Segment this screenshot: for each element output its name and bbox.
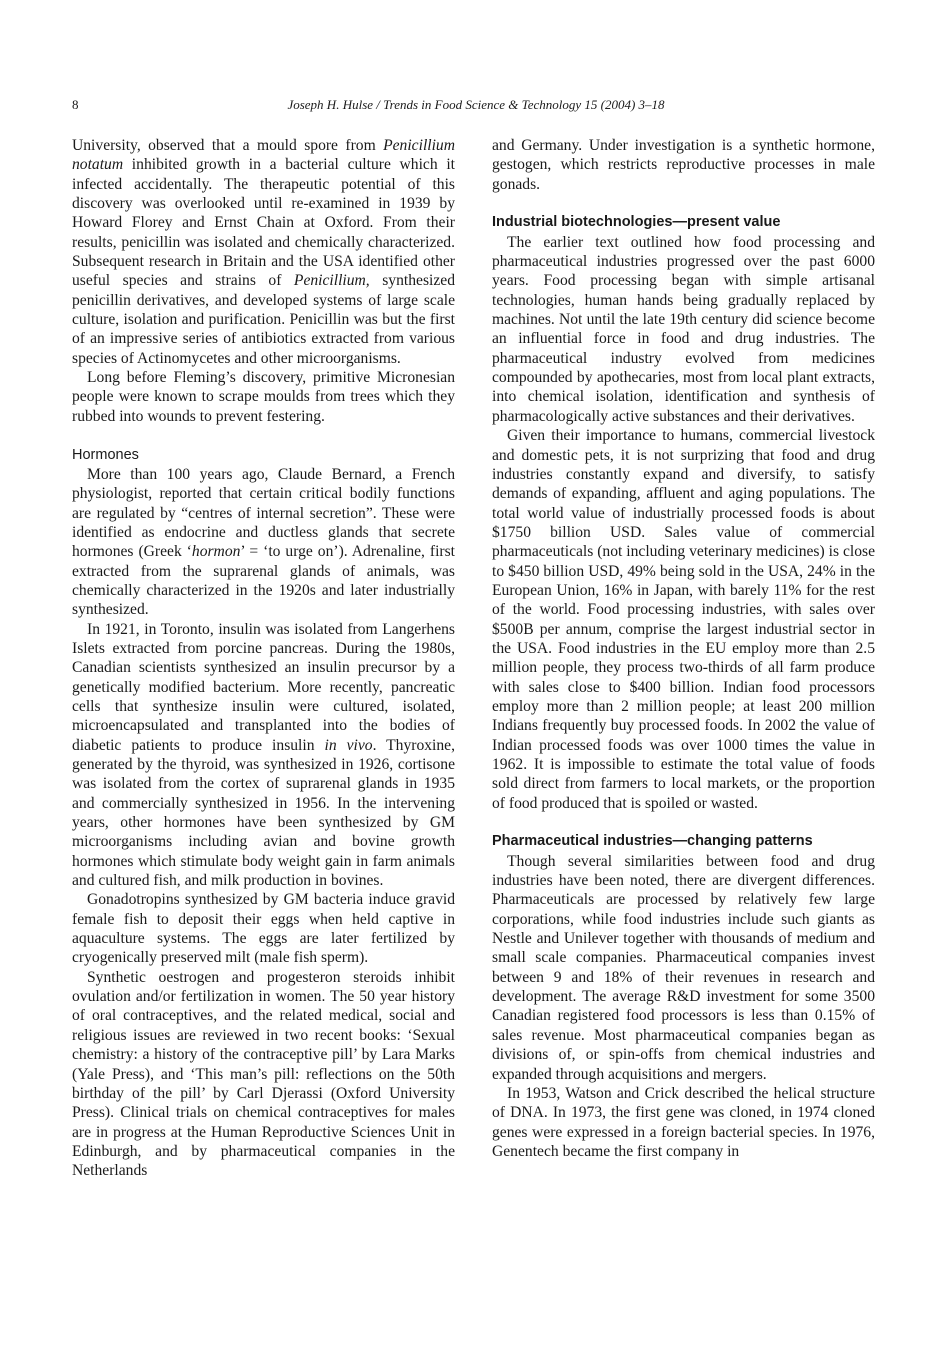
italic-genus-name: Penicillium, — [293, 272, 370, 290]
text-run: ’ = ‘to urge on’). Adrenaline, first extracted from the suprarenal glands of animals, was chemically characterized in the 1920s and later industrially synthesized. — [72, 543, 456, 619]
text-run: University, observed that a mould spore from — [72, 137, 384, 154]
text-run: synthesized penicillin derivatives, and developed systems of large scale culture, isolation and purification. Penicillin was but the first of an impressive series of antibiotics extracted from various species of Actinomycetes and other microorganisms. — [72, 272, 455, 367]
text-run: . Thyroxine, generated by the thyroid, was synthesized in 1926, cortisone was isolated from the cortex of suprarenal glands in 1935 and commercially synthesized in 1956. In the intervening years, other hormones have been synthesized by GM microorganisms including avian and bovine growth hormones which stimulate body weight gain in farm animals and cultured fish, and milk production in bovines. — [72, 736, 455, 890]
paragraph-claude-bernard — [72, 465, 455, 620]
text-run: inhibited growth in a bacterial culture which it infected accidentally. The therapeutic potential of this discovery was overlooked until re-examined in 1939 by Howard Florey and Ernst Chain at Oxford. From their results, penicillin was isolated and chemically characterized. Subsequent research in Britain and the USA identified other useful species and strains of — [72, 156, 455, 290]
italic-species-name: Penicillium notatum — [72, 137, 455, 174]
running-header: Joseph H. Hulse / Trends in Food Science & Technology 15 (2004) 3–18 — [287, 97, 665, 112]
paragraph-penicillin — [72, 136, 455, 368]
text-run: In 1921, in Toronto, insulin was isolated from Langerhens Islets extracted from porcine pancreas. During the 1980s, Canadian scientists synthesized an insulin precursor by a genetically modified bacterium. More recently, pancreatic cells that synthesize insulin were cultured, isolated, microencapsulated and transplanted into the bodies of diabetic patients to produce insulin — [72, 620, 455, 754]
heading-pharmaceutical-industries: Pharmaceutical industries—changing patterns — [492, 833, 813, 850]
italic-greek-word: hormon — [191, 543, 241, 561]
italic-in-vivo: in vivo — [324, 736, 373, 754]
paragraph-gestogen: and Germany. Under investigation is a synthetic hormone, gestogen, which restricts reproductive processes in male gonads. — [492, 137, 875, 193]
left-column — [72, 136, 455, 1181]
paragraph-micronesian: Long before Fleming’s discovery, primitive Micronesian people were known to scrape moulds from trees which they rubbed into wounds to prevent festering. — [72, 369, 455, 425]
text-run: More than 100 years ago, Claude Bernard, a French physiologist, reported that certain critical bodily functions are regulated by “centres of internal secretion”. These were identified as endocrine and ductless glands that secrete hormones (Greek ‘ — [72, 465, 455, 561]
paragraph-world-value: Given their importance to humans, commercial livestock and domestic pets, it is not surprizing that food and drug industries constantly expand and diversify, to satisfy demands of expanding, affluent and aging populations. The total world value of industrially processed foods is about $1750 billion USD. Sales value of commercial pharmaceuticals (not including veterinary medicines) is close to $450 billion USD, 49% being sold in the USA, 24% in the European Union, 16% in Japan, with barely 11% for the rest of the world. Food processing industries, with sales over $500B per annum, comprise the largest industrial sector in the USA. Food industries in the EU employ more than 2.5 million people, they process two-thirds of all farm produce with sales close to $400 billion. Indian food processors employ more than 2 million people; at least 200 million Indians frequently buy processed foods. In 2002 the value of Indian processed foods was over 1000 times the value in 1962. It is impossible to estimate the total value of foods sold direct from farmers to local markets, or the proportion of food produced that is spoiled or wasted. — [492, 427, 875, 812]
subheading-hormones: Hormones — [72, 446, 139, 463]
paragraph-contraceptives: Synthetic oestrogen and progesteron steroids inhibit ovulation and/or fertilization in women. The 50 year history of oral contraceptives, and the related medical, social and religious issues are reviewed in two recent books: ‘Sexual chemistry: a history of the contraceptive pill’ by Lara Marks (Yale Press), and ‘This man’s pill: reflections on the 50th birthday of the pill’ by Carl Djerassi (Oxford University Press). Clinical trials on chemical contraceptives for males are in progress at the Human Reproductive Sciences Unit in Edinburgh, and by pharmaceutical companies in the Netherlands — [72, 968, 455, 1180]
page-number: 8 — [72, 97, 79, 112]
paragraph-divergent-differences: Though several similarities between food and drug industries have been noted, there are divergent differences. Pharmaceuticals are processed by relatively few large corporations, while food industries include such giants as Nestle and Unilever together with thousands of medium and small scale companies. Pharmaceutical companies invest between 9 and 18% of their revenues in research and development. The average R&D investment for some 3500 Canadian registered food processors is less than 0.15% of sales revenue. Most pharmaceutical companies began as divisions of, or spin-offs from chemical industries and expanded through acquisitions and mergers. — [492, 852, 875, 1083]
heading-industrial-biotechnologies: Industrial biotechnologies—present value — [492, 214, 781, 231]
paragraph-dna: In 1953, Watson and Crick described the helical structure of DNA. In 1973, the first gene was cloned, in 1974 cloned genes were expressed in a foreign bacterial species. In 1976, Genentech became the first company in — [492, 1084, 875, 1160]
paragraph-insulin — [72, 620, 455, 891]
paragraph-gonadotropins: Gonadotropins synthesized by GM bacteria induce gravid female fish to deposit their eggs when held captive in aquaculture systems. The eggs are later fertilized by cryogenically preserved milt (male fish sperm). — [72, 891, 455, 967]
paragraph-earlier-text: The earlier text outlined how food processing and pharmaceutical industries progressed over the past 6000 years. Food processing began with simple artisanal technologies, human hands being gradually replaced by machines. Not until the late 19th century did science become an influential force in food and drug industries. The pharmaceutical industry evolved from medicines compounded by apothecaries, most from local plant extracts, into chemical isolation, identification and synthesis of pharmacologically active substances and their derivatives. — [492, 233, 875, 425]
right-column — [492, 136, 875, 1161]
